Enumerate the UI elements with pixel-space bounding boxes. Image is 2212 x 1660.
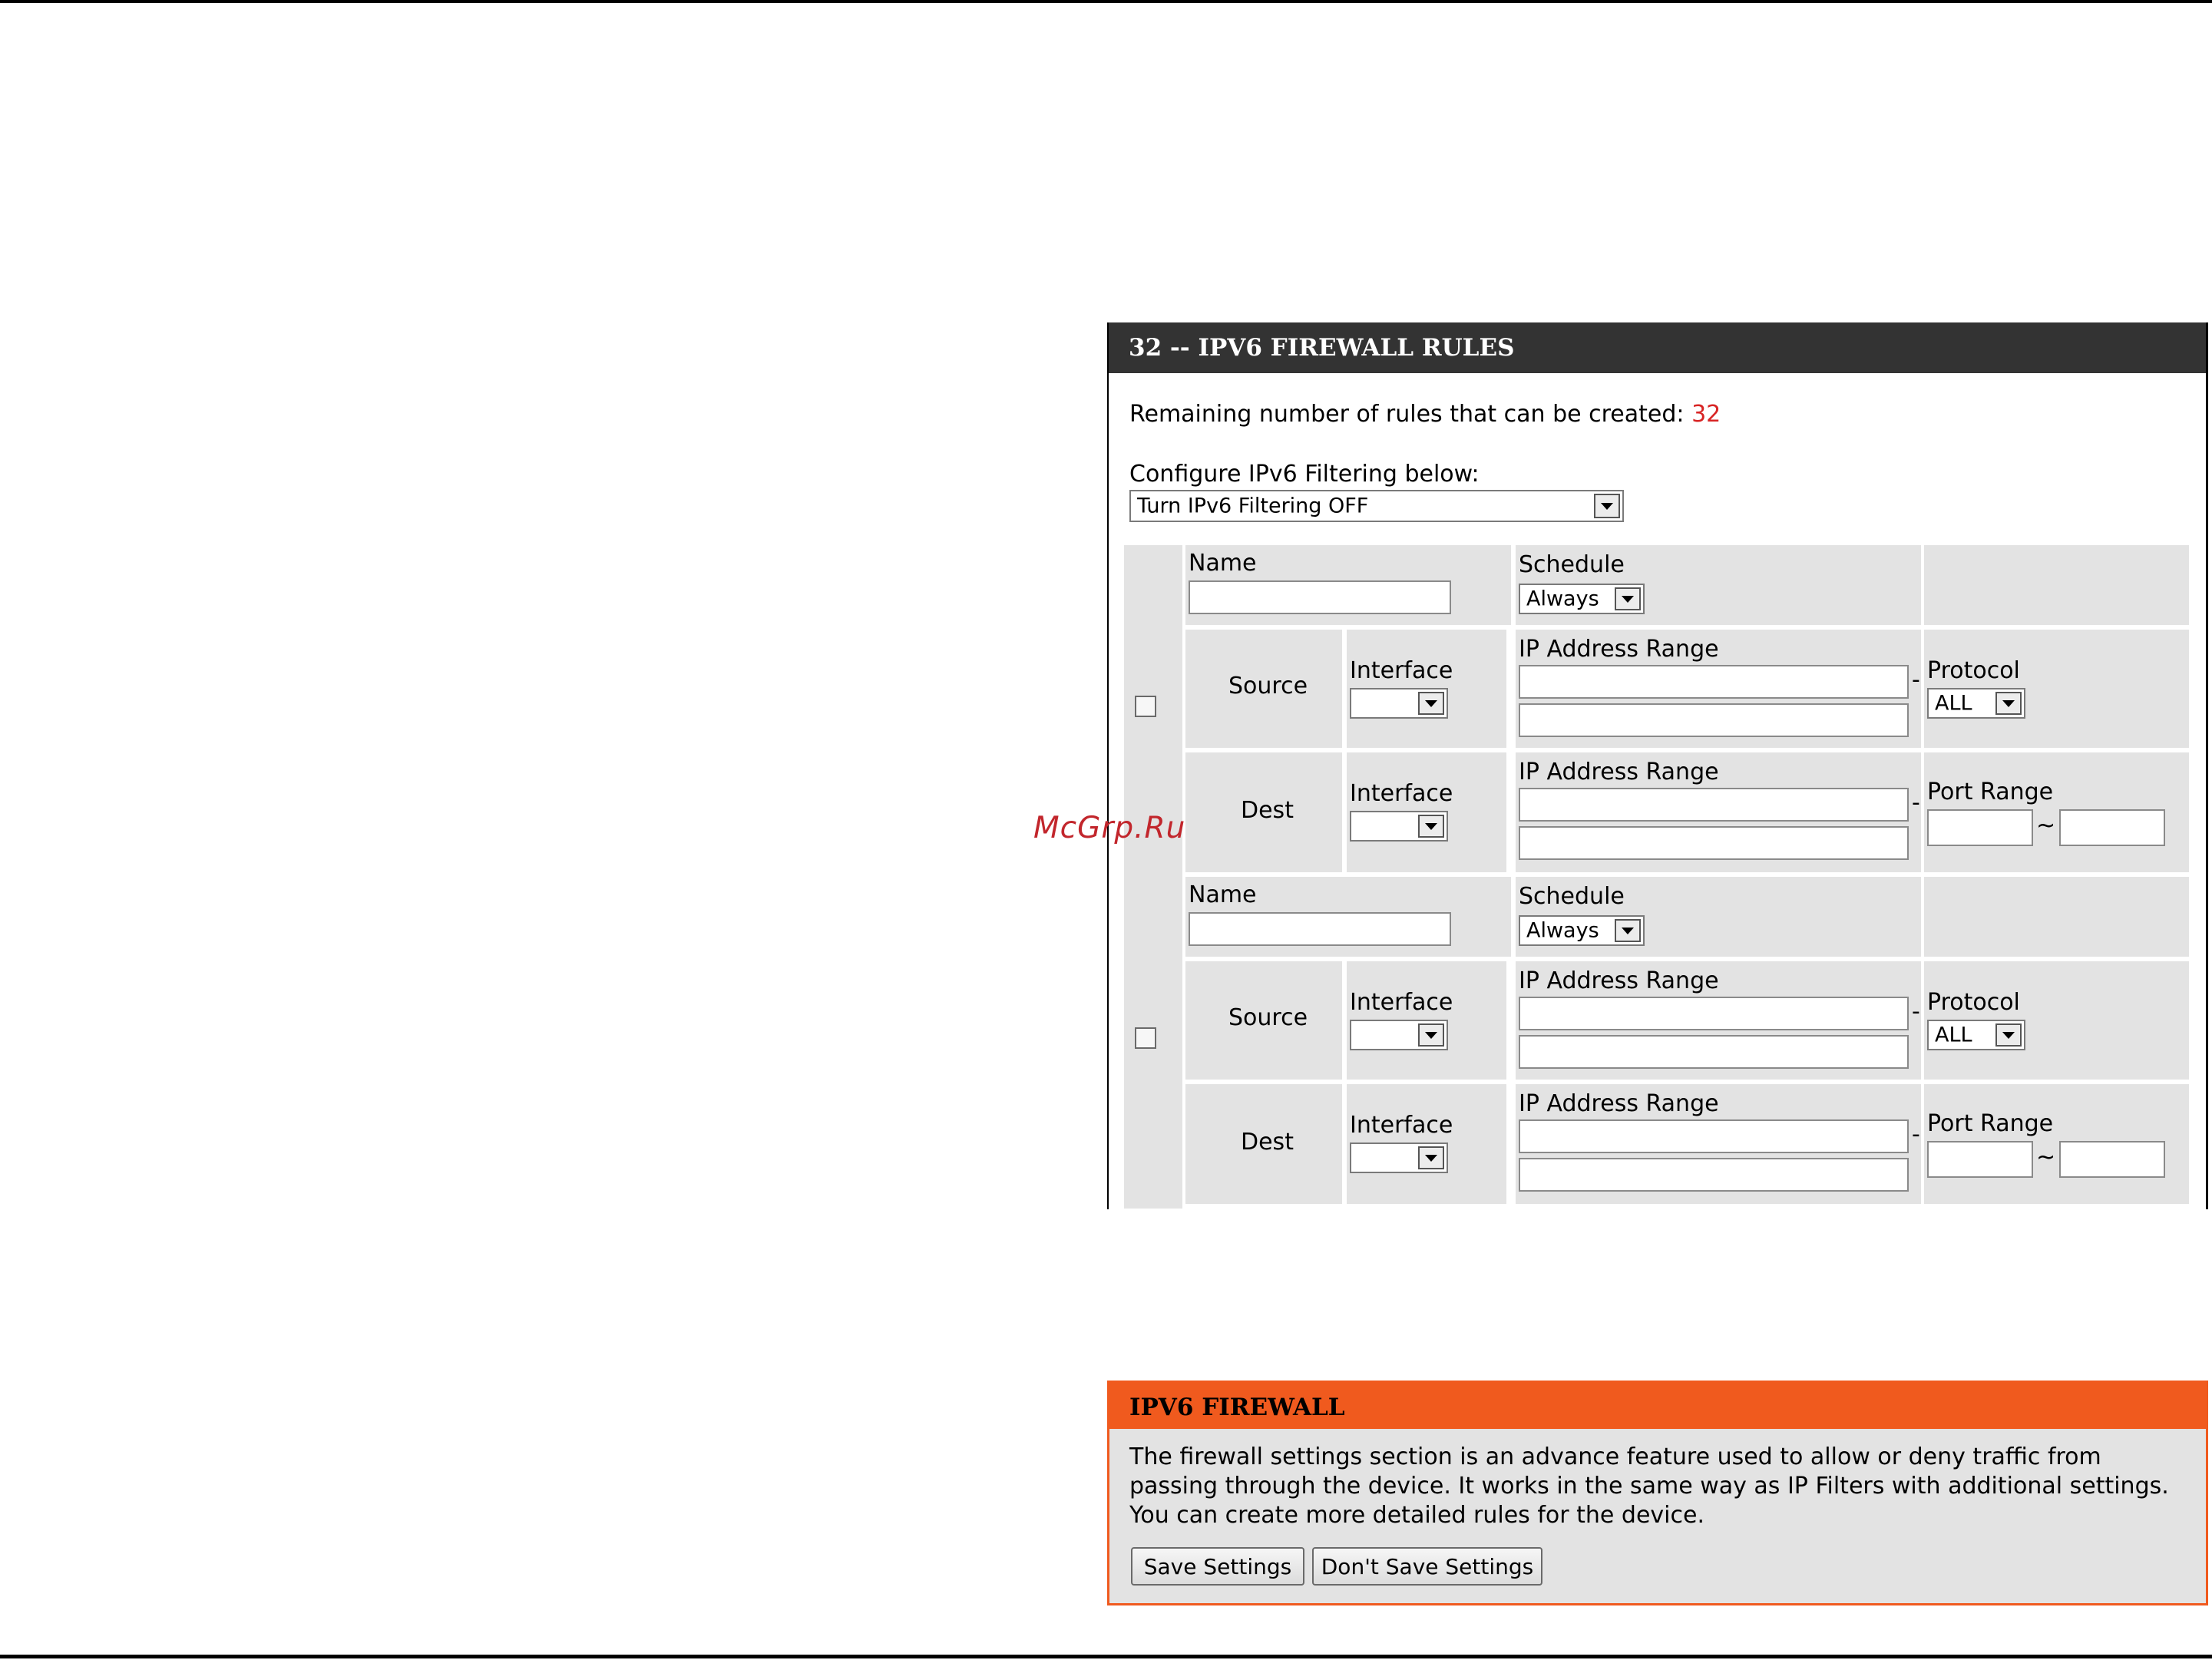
top-rule-line <box>0 0 2212 3</box>
dest-interface-select[interactable] <box>1350 1142 1448 1173</box>
dest-ip-end-input[interactable] <box>1519 826 1909 860</box>
remaining-rules-text <box>1129 401 1721 428</box>
protocol-value: ALL <box>1935 1023 1972 1047</box>
dest-label: Dest <box>1241 797 1294 824</box>
source-ip-range-cell <box>1516 961 1921 1080</box>
rule-enable-checkbox[interactable] <box>1135 696 1156 717</box>
dest-ip-range-cell <box>1516 1084 1921 1204</box>
dest-ip-end-input[interactable] <box>1519 1158 1909 1192</box>
schedule-cell <box>1516 877 1921 957</box>
dest-label-cell <box>1185 752 1342 872</box>
schedule-value: Always <box>1526 918 1599 943</box>
port-end-input[interactable] <box>2059 809 2165 846</box>
chevron-down-icon[interactable] <box>1615 587 1641 610</box>
schedule-value: Always <box>1526 587 1599 611</box>
info-panel-title: IPV6 FIREWALL <box>1109 1383 2206 1429</box>
filtering-mode-select[interactable] <box>1129 490 1624 522</box>
protocol-label: Protocol <box>1927 657 2020 684</box>
dest-label-cell <box>1185 1084 1342 1204</box>
remaining-rules-label: Remaining number of rules that can be created: <box>1129 401 1685 428</box>
source-interface-cell <box>1347 630 1506 748</box>
rule-enable-cell <box>1124 877 1182 1209</box>
source-interface-label: Interface <box>1350 989 1453 1016</box>
range-dash: - <box>1912 998 1920 1025</box>
chevron-down-icon[interactable] <box>1418 1023 1444 1047</box>
dest-ip-range-cell <box>1516 752 1921 872</box>
watermark-logo: McGrp.Ru <box>1033 811 1186 845</box>
source-ip-range-label: IP Address Range <box>1519 636 1719 663</box>
source-interface-cell <box>1347 961 1506 1080</box>
source-label: Source <box>1228 1004 1308 1031</box>
source-ip-end-input[interactable] <box>1519 703 1909 737</box>
schedule-cell <box>1516 545 1921 625</box>
chevron-down-icon[interactable] <box>1594 494 1620 518</box>
source-label-cell <box>1185 961 1342 1080</box>
protocol-select[interactable] <box>1927 688 2025 719</box>
port-range-tilde: ~ <box>2036 1144 2056 1171</box>
port-start-input[interactable] <box>1927 1141 2033 1178</box>
port-range-label: Port Range <box>1927 779 2054 805</box>
port-range-cell <box>1924 1084 2189 1204</box>
port-end-input[interactable] <box>2059 1141 2165 1178</box>
remaining-rules-count: 32 <box>1691 401 1721 428</box>
schedule-select[interactable] <box>1519 584 1645 614</box>
range-dash: - <box>1912 789 1920 816</box>
chevron-down-icon[interactable] <box>1418 1146 1444 1169</box>
source-ip-start-input[interactable] <box>1519 665 1909 699</box>
dest-interface-select[interactable] <box>1350 811 1448 842</box>
port-range-label: Port Range <box>1927 1110 2054 1137</box>
protocol-cell <box>1924 961 2189 1080</box>
rules-panel-title: 32 -- IPV6 FIREWALL RULES <box>1109 322 2206 373</box>
schedule-select[interactable] <box>1519 915 1645 946</box>
dest-ip-start-input[interactable] <box>1519 788 1909 822</box>
configure-filtering-label: Configure IPv6 Filtering below: <box>1129 461 1480 488</box>
chevron-down-icon[interactable] <box>1995 1023 2022 1047</box>
rule-name-input[interactable] <box>1189 912 1451 946</box>
dest-ip-start-input[interactable] <box>1519 1119 1909 1153</box>
dest-interface-cell <box>1347 752 1506 872</box>
protocol-label: Protocol <box>1927 989 2020 1016</box>
name-label: Name <box>1189 881 1257 908</box>
dest-label: Dest <box>1241 1129 1294 1156</box>
source-interface-select[interactable] <box>1350 688 1448 719</box>
source-ip-start-input[interactable] <box>1519 997 1909 1030</box>
port-range-cell <box>1924 752 2189 872</box>
chevron-down-icon[interactable] <box>1418 815 1444 838</box>
dest-interface-cell <box>1347 1084 1506 1204</box>
source-ip-range-label: IP Address Range <box>1519 967 1719 994</box>
dest-ip-range-label: IP Address Range <box>1519 1090 1719 1117</box>
empty-cell <box>1924 545 2189 625</box>
info-description: The firewall settings section is an advance feature used to allow or deny traffic from passing through the device. It works in the same way as IP Filters with additional settings. You can create more detailed rules for the device. <box>1129 1443 2169 1529</box>
dont-save-settings-button[interactable]: Don't Save Settings <box>1312 1547 1542 1586</box>
chevron-down-icon[interactable] <box>1418 692 1444 715</box>
range-dash: - <box>1912 666 1920 693</box>
chevron-down-icon[interactable] <box>1615 919 1641 942</box>
port-range-tilde: ~ <box>2036 812 2056 839</box>
firewall-rule <box>1124 877 2195 1209</box>
empty-cell <box>1924 877 2189 957</box>
source-interface-label: Interface <box>1350 657 1453 684</box>
dest-interface-label: Interface <box>1350 1112 1453 1139</box>
source-ip-end-input[interactable] <box>1519 1035 1909 1069</box>
ipv6-firewall-rules-panel <box>1107 322 2208 1209</box>
rules-grid <box>1124 545 2195 1209</box>
chevron-down-icon[interactable] <box>1995 692 2022 715</box>
save-settings-button[interactable]: Save Settings <box>1131 1547 1304 1586</box>
protocol-select[interactable] <box>1927 1020 2025 1050</box>
dest-ip-range-label: IP Address Range <box>1519 759 1719 785</box>
rule-enable-checkbox[interactable] <box>1135 1027 1156 1049</box>
name-label: Name <box>1189 550 1257 577</box>
rule-name-cell <box>1185 877 1511 957</box>
source-label: Source <box>1228 673 1308 699</box>
schedule-label: Schedule <box>1519 551 1625 578</box>
firewall-rule <box>1124 545 2195 877</box>
protocol-cell <box>1924 630 2189 748</box>
range-dash: - <box>1912 1121 1920 1148</box>
source-interface-select[interactable] <box>1350 1020 1448 1050</box>
source-ip-range-cell <box>1516 630 1921 748</box>
source-label-cell <box>1185 630 1342 748</box>
rule-name-cell <box>1185 545 1511 625</box>
port-start-input[interactable] <box>1927 809 2033 846</box>
dest-interface-label: Interface <box>1350 780 1453 807</box>
rule-name-input[interactable] <box>1189 580 1451 614</box>
protocol-value: ALL <box>1935 691 1972 716</box>
schedule-label: Schedule <box>1519 883 1625 910</box>
bottom-rule-line <box>0 1655 2212 1658</box>
ipv6-firewall-info-panel <box>1107 1381 2208 1605</box>
filtering-mode-value: Turn IPv6 Filtering OFF <box>1137 494 1369 518</box>
